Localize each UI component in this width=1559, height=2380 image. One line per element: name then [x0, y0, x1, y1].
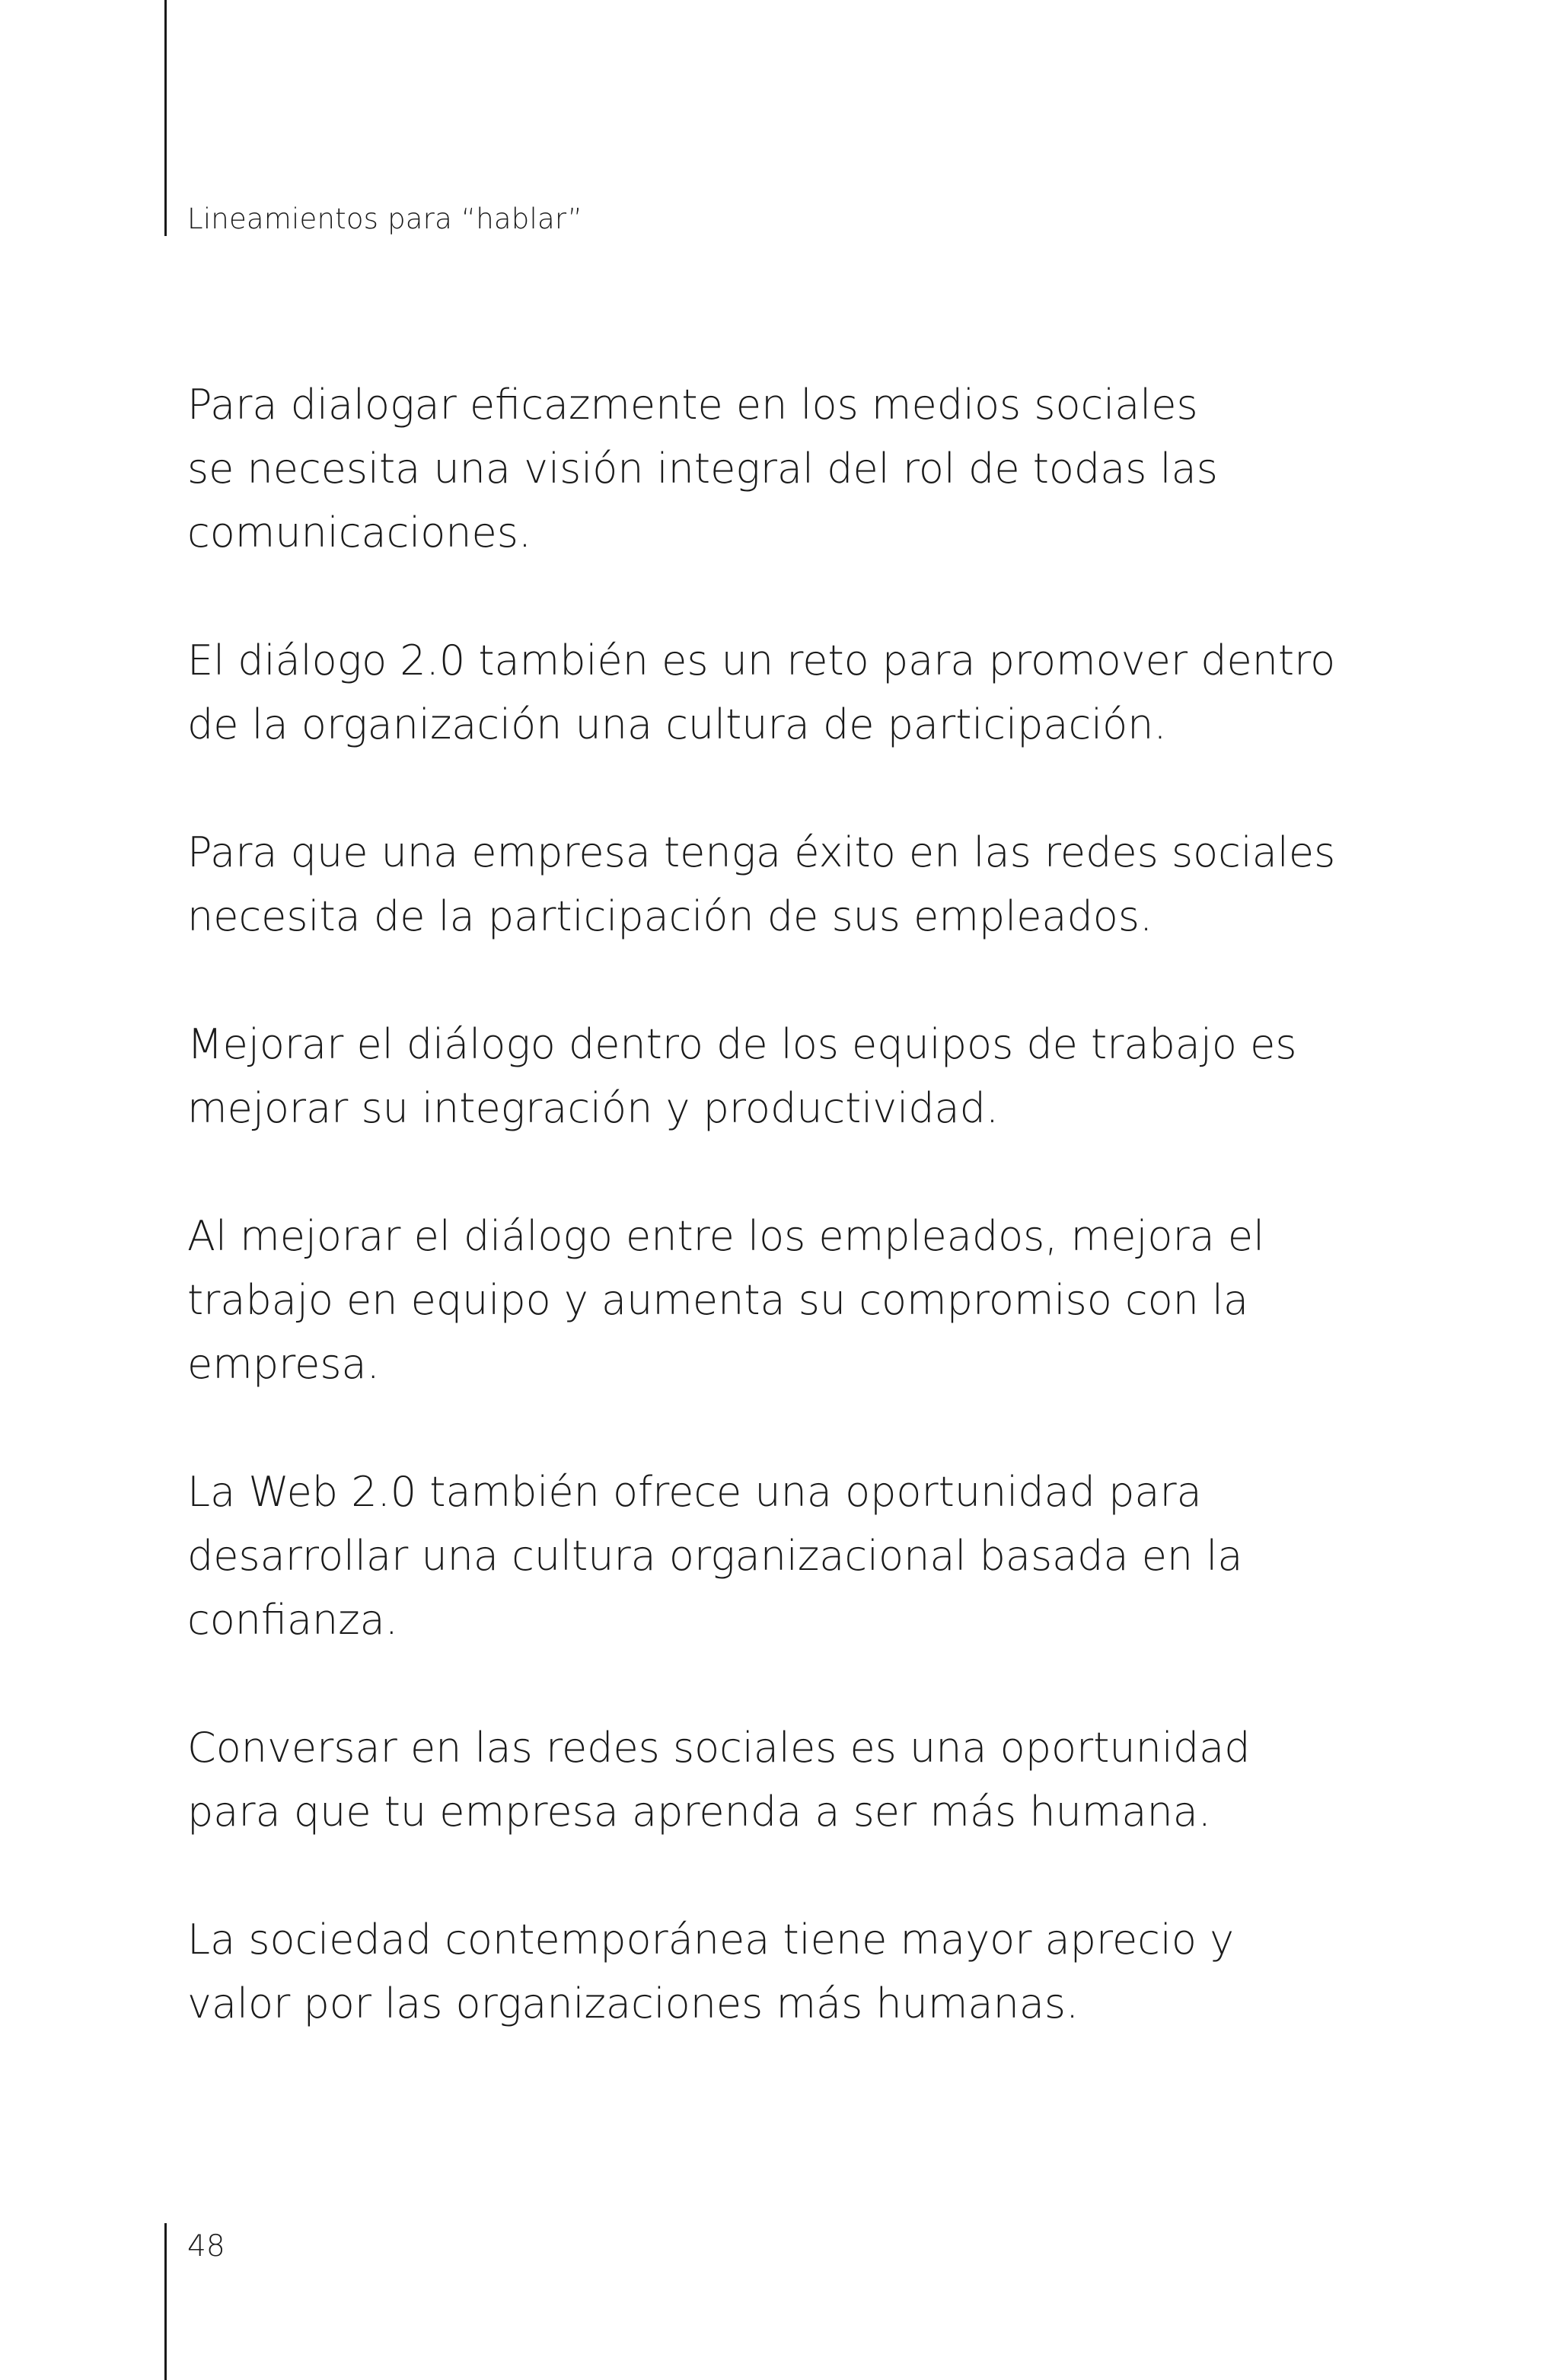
margin-rule-top [164, 0, 167, 236]
running-header: Lineamientos para “hablar” [187, 203, 583, 235]
body-text [187, 373, 1375, 2100]
paragraph [187, 1716, 1375, 1844]
text-line: comunicaciones. [187, 509, 532, 557]
paragraph [187, 1204, 1375, 1396]
text-line: El diálogo 2.0 también es un reto para promover dentro [187, 636, 1336, 684]
page-number: 48 [187, 2229, 225, 2264]
text-line: Para que una empresa tenga éxito en las redes sociales [187, 828, 1336, 876]
paragraph [187, 373, 1375, 565]
text-line: mejorar su integración y productividad. [187, 1084, 999, 1132]
text-line: valor por las organizaciones más humanas. [187, 1980, 1079, 2027]
paragraph [187, 1908, 1375, 2036]
text-line: La Web 2.0 también ofrece una oportunidad para [187, 1468, 1202, 1516]
text-line: desarrollar una cultura organizacional basada en la [187, 1532, 1243, 1580]
text-line: trabajo en equipo y aumenta su compromiso con la [187, 1276, 1249, 1324]
text-line: empresa. [187, 1340, 380, 1388]
text-line: confianza. [187, 1596, 398, 1644]
text-line: Al mejorar el diálogo entre los empleados, mejora el [187, 1212, 1265, 1260]
margin-rule-bottom [164, 2223, 167, 2380]
text-line: se necesita una visión integral del rol de todas las [187, 445, 1218, 493]
text-line: necesita de la participación de sus empleados. [187, 892, 1153, 940]
text-line: de la organización una cultura de participación. [187, 700, 1167, 748]
text-line: Mejorar el diálogo dentro de los equipos de trabajo es [187, 1020, 1297, 1068]
paragraph [187, 821, 1375, 949]
paragraph [187, 629, 1375, 757]
text-line: La sociedad contemporánea tiene mayor aprecio y [187, 1916, 1235, 1964]
paragraph [187, 1013, 1375, 1141]
text-line: para que tu empresa aprenda a ser más humana. [187, 1788, 1211, 1836]
text-line: Para dialogar eficazmente en los medios sociales [187, 381, 1198, 429]
paragraph [187, 1460, 1375, 1652]
text-line: Conversar en las redes sociales es una oportunidad [187, 1724, 1251, 1772]
